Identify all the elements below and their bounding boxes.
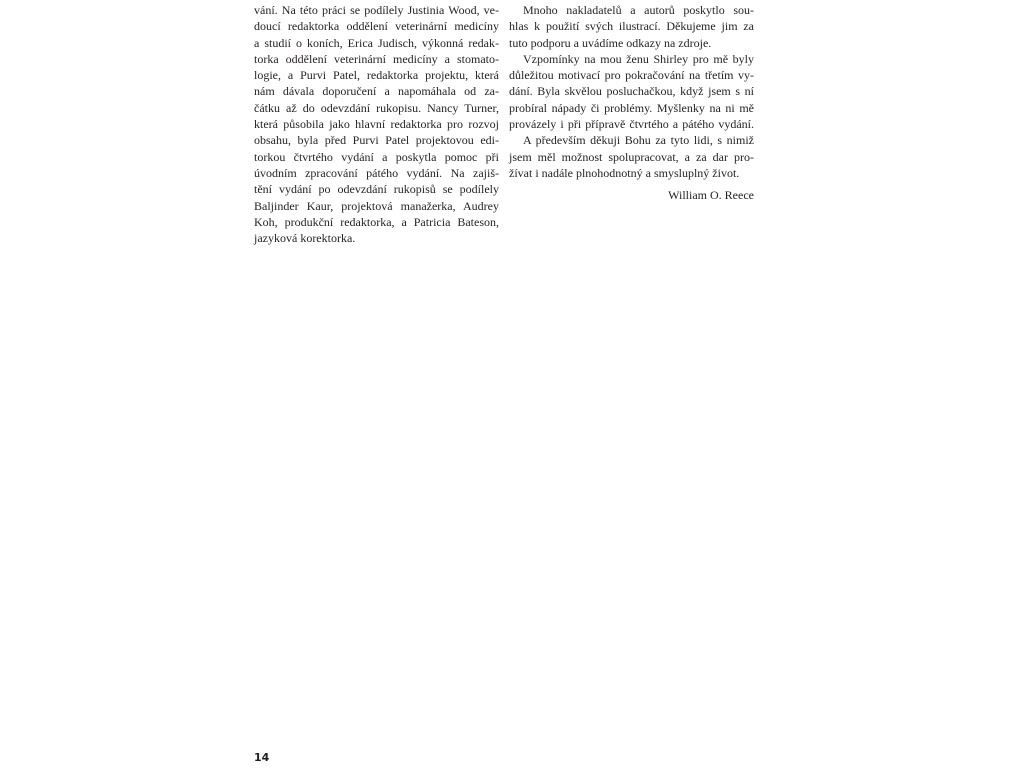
text-line: Mnoho nakladatelů a autorů poskytlo sou- xyxy=(523,3,754,17)
text-line: a studií o koních, Erica Judisch, výkonná redak- xyxy=(254,35,499,50)
text-line: tění vydání po odevzdání rukopisů se podílely xyxy=(254,182,499,197)
text-line: nám dávala doporučení a napomáhala od za- xyxy=(254,84,499,99)
signature: William O. Reece xyxy=(668,188,754,203)
text-line: Vzpomínky na mou ženu Shirley pro mě byly xyxy=(523,51,754,66)
text-line: důležitou motivací pro pokračování na třetím vy- xyxy=(509,68,754,83)
text-line: jsem měl možnost spolupracovat, a za dar pro- xyxy=(509,149,754,164)
text-line: vání. Na této práci se podílely Justinia Wood, ve- xyxy=(254,3,499,17)
text-line: A především děkuji Bohu za tyto lidi, s nimiž xyxy=(523,133,754,148)
page-number: 14 xyxy=(254,751,270,764)
text-line: Baljinder Kaur, projektová manažerka, Audrey xyxy=(254,198,499,213)
text-line: úvodním zpracování pátého vydání. Na zajiš- xyxy=(254,165,499,180)
text-line: žívat i nadále plnohodnotný a smysluplný život. xyxy=(509,165,740,180)
text-line: torkou čtvrtého vydání a poskytla pomoc při xyxy=(254,149,499,164)
left-column xyxy=(254,2,499,246)
right-column xyxy=(509,2,754,204)
text-line: čátku až do odevzdání rukopisu. Nancy Turner, xyxy=(254,100,499,115)
text-line: probíral nápady či problémy. Myšlenky na ni mě xyxy=(509,100,754,115)
text-line: Koh, produkční redaktorka, a Patricia Bateson, xyxy=(254,214,499,229)
text-line: doucí redaktorka oddělení veterinární medicíny xyxy=(254,19,499,34)
text-line: obsahu, byla před Purvi Patel projektovou edi- xyxy=(254,133,499,148)
text-line: jazyková korektorka. xyxy=(254,231,356,246)
text-line: tuto podporu a uvádíme odkazy na zdroje. xyxy=(509,35,712,50)
text-line: dání. Byla skvělou posluchačkou, když jsem s ní xyxy=(509,84,754,99)
text-line: provázely i při přípravě čtvrtého a pátého vydání. xyxy=(509,117,754,132)
text-line: logie, a Purvi Patel, redaktorka projektu, která xyxy=(254,68,499,83)
text-line: torka oddělení veterinární medicíny a stomato- xyxy=(254,51,499,66)
text-line: hlas k použití svých ilustrací. Děkujeme jim za xyxy=(509,19,754,34)
text-line: která působila jako hlavní redaktorka pro rozvoj xyxy=(254,117,499,132)
